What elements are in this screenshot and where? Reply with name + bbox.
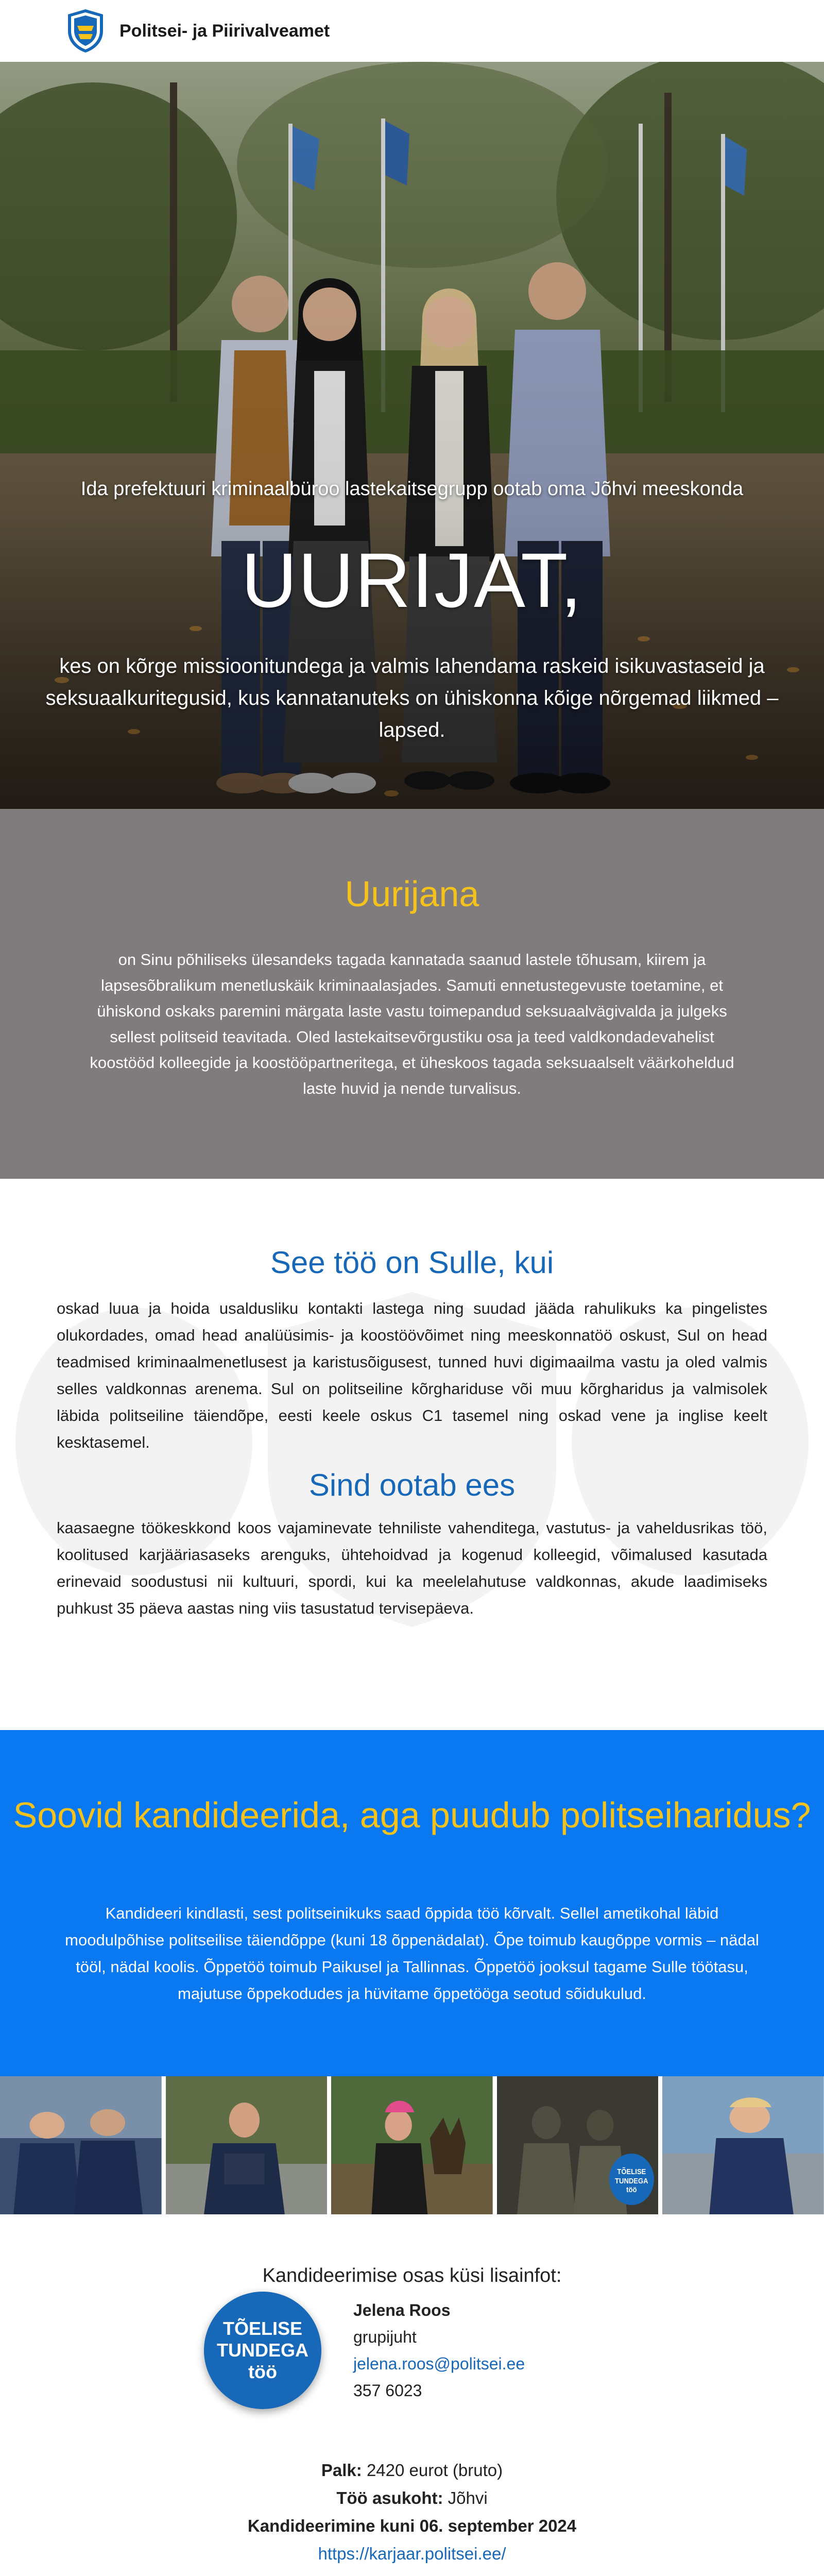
- photo-special-forces: [497, 2076, 659, 2214]
- location-value: Jõhvi: [448, 2488, 488, 2507]
- photo-strip: [0, 2076, 824, 2214]
- police-crest-logo[interactable]: [66, 8, 105, 54]
- photo-officer-gear: [166, 2076, 328, 2214]
- requirements-section: [0, 1179, 824, 1730]
- fit-text: oskad luua ja hoida usaldusliku kontakti lastega ning suudad jääda rahulikuks ka pingelistes olukordades, omad head analüüsimis- ja koostöövõimet ning meeskonnatöö oskust, Sul on head teadmised kriminaalmenetlusest ja karistusõigusest, tunned huvi digimaailma vastu ja oled valmis selles valdkonnas arenema. Sul on politseiline kõrghariduse või muu kõrgharidus ja valmisolek läbida politseiline täiendõpe, eesti keele oskus C1 tasemel ning oskad vene ja inglise keelt kesktasemel.: [57, 1299, 767, 1451]
- strip-badge-line-1: TÕELISE: [617, 2167, 646, 2176]
- contact-person: [353, 2297, 525, 2404]
- apply-section: [0, 1730, 824, 2076]
- role-section: [0, 809, 824, 1179]
- strip-badge-line-2: TUNDEGA: [614, 2176, 648, 2185]
- salary-value: 2420 eurot (bruto): [366, 2461, 503, 2480]
- deadline: [0, 2512, 824, 2540]
- salary-label: Palk:: [321, 2461, 362, 2480]
- badge-line-3: töö: [248, 2361, 277, 2382]
- offer-heading: Sind ootab ees: [308, 1468, 516, 1502]
- toelise-tundega-too-badge: [204, 2292, 321, 2409]
- brand-name: Politsei- ja Piirivalveamet: [119, 21, 330, 41]
- photo-officers-blue: [0, 2076, 162, 2214]
- role-heading: Uurijana: [345, 874, 479, 914]
- role-text: on Sinu põhiliseks ülesandeks tagada kannatada saanud lastele tõhusam, kiirem ja lapsesõbralikum menetluskäik kriminaalasjades. Samuti ennetustegevuste toetamine, et ühiskond oskaks paremini märgata laste vastu toimepandud seksuaalvägivalda ja julgeks sellest politseid teavitada. Oled lastekaitsevõrgustiku osa ja teed valdkondadevahelist koostööd kolleegide ja koostööpartneritega, et üheskoos tagada seksuaalselt väärkoheldud laste huvid ja nende turvalisus.: [90, 951, 734, 1097]
- contact-phone: 357 6023: [353, 2381, 422, 2400]
- job-details: [0, 2456, 824, 2568]
- location-label: Töö asukoht:: [336, 2488, 443, 2507]
- deadline-text: Kandideerimine kuni 06. september 2024: [247, 2516, 577, 2535]
- offer-text: kaasaegne töökeskkond koos vajaminevate tehniliste vahenditega, vastutus- ja vaheldusrikas töö, koolitused karjääriasaseks arenguks, ühtehoidvad ja kogenud kolleegid, võimalused kasutada erinevaid soodustusi nii kultuuri, spordi, kui ka meelelahutuse valdkonnas, akude laadimiseks puhkust 35 päeva aastas ning viis tasustatud tervisepäeva.: [57, 1519, 767, 1617]
- fit-heading: See töö on Sulle, kui: [270, 1245, 554, 1280]
- hero-intro: Ida prefektuuri kriminaalbüroo lastekaitsegrupp ootab oma Jõhvi meeskonda: [80, 478, 744, 500]
- career-site-link[interactable]: https://karjaar.politsei.ee/: [318, 2544, 506, 2563]
- hero-title: UURIJAT,: [241, 537, 583, 623]
- apply-text: Kandideeri kindlasti, sest politseinikuks saad õppida töö kõrvalt. Sellel ametikohal läbid moodulpõhise politseilise täiendõppe (kuni 18 õppenädalat). Õpe toimub kaugõppe vormis – nädal tööl, nädal koolis. Õppetöö toimub Paikusel ja Tallinnas. Õppetöö jooksul tagame Sulle töötasu, majutuse õppekodudes ja hüvitame õppetööga seotud sõidukulud.: [65, 1904, 759, 2003]
- site-header: [0, 0, 824, 62]
- apply-heading: Soovid kandideerida, aga puudub politseiharidus?: [13, 1795, 811, 1835]
- hero-banner: [0, 62, 824, 809]
- contact-section: [0, 2214, 824, 2576]
- badge-line-1: TÕELISE: [222, 2318, 303, 2339]
- photo-dog-handler: [331, 2076, 493, 2214]
- strip-badge-line-3: töö: [626, 2185, 637, 2194]
- hero-description: kes on kõrge missioonitundega ja valmis lahendama raskeid isikuvastaseid ja seksuaalkuritegusid, kus kannatanuteks on ühiskonna kõige nõrgemad liikmed – lapsed.: [45, 655, 779, 741]
- contact-prompt: Kandideerimise osas küsi lisainfot:: [262, 2265, 562, 2286]
- contact-name: Jelena Roos: [353, 2301, 451, 2319]
- location-row: [0, 2484, 824, 2512]
- salary-row: [0, 2456, 824, 2484]
- photo-female-officer: [662, 2076, 824, 2214]
- contact-email-link[interactable]: jelena.roos@politsei.ee: [353, 2354, 525, 2373]
- contact-title: grupijuht: [353, 2328, 417, 2346]
- badge-line-2: TUNDEGA: [217, 2340, 308, 2361]
